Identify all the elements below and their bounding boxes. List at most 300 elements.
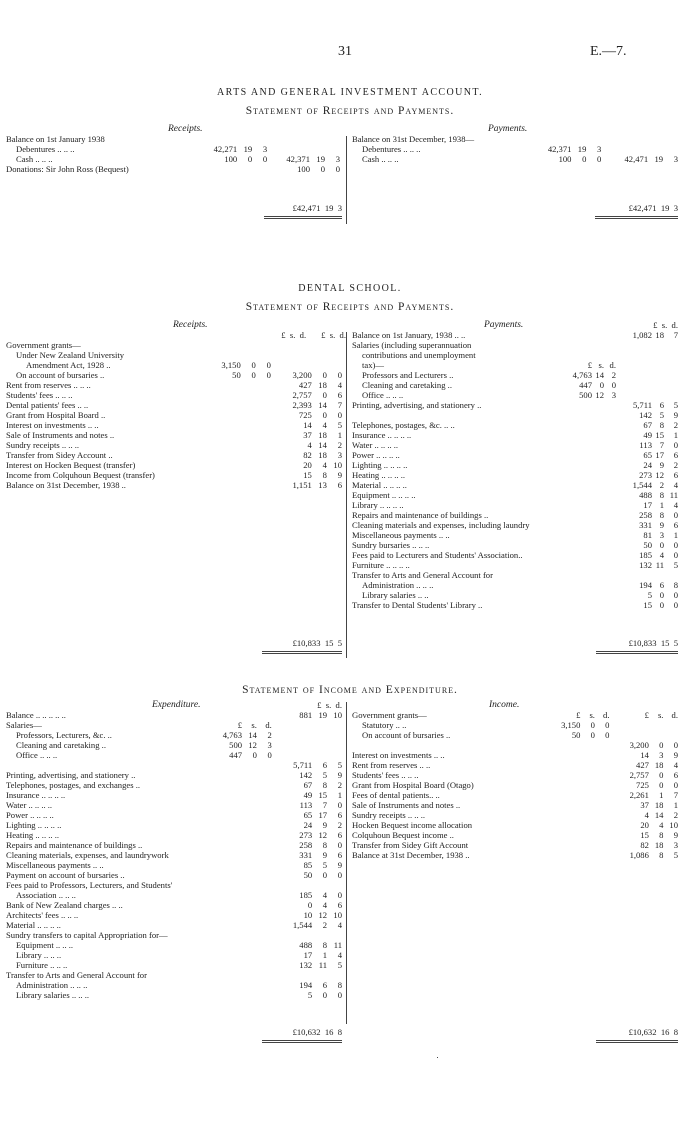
ledger-amount-a-pence: 0	[605, 720, 610, 730]
ledger-amount-b-pounds: 113	[299, 800, 313, 810]
ledger-amount-b-shillings	[312, 970, 327, 980]
section2-receipts-heading: Receipts.	[173, 320, 208, 330]
ledger-row	[6, 720, 342, 730]
ledger-amount-a-pounds	[558, 540, 592, 550]
ledger-amount-a-shillings	[592, 490, 604, 500]
ledger-amount-a-shillings	[241, 420, 256, 430]
ledger-label: Transfer from Sidey Gift Account	[352, 840, 469, 850]
ledger-amount-b-pounds: 49	[643, 430, 652, 440]
ledger-amount-b-pence: 4	[337, 950, 342, 960]
section3-income-total: £10,632 16 8	[628, 1027, 678, 1037]
ledger-amount-b-pence	[327, 970, 342, 980]
ledger-amount-b-pounds: 725	[636, 780, 649, 790]
ledger-amount-b-shillings: 0	[659, 770, 664, 780]
ledger-amount-b-pounds	[272, 730, 312, 740]
ledger-amount-a-pence	[257, 950, 272, 960]
section2-divider	[346, 332, 347, 658]
ledger-amount-b-pounds: 5,711	[632, 400, 652, 410]
ledger-amount-b-shillings: 18	[654, 800, 664, 810]
ledger-amount-b-shillings: 18	[655, 330, 664, 340]
ledger-amount-a-shillings: 0	[251, 360, 256, 370]
ledger-amount-a-shillings	[580, 850, 595, 860]
ledger-label: Grant from Hospital Board (Otago)	[352, 780, 474, 790]
ledger-amount-b-shillings: 7	[322, 800, 328, 810]
ledger-amount-a-pounds	[208, 970, 242, 980]
ledger-amount-b-pounds	[616, 380, 652, 390]
ledger-amount-b-shillings: 2	[322, 920, 328, 930]
ledger-row	[6, 430, 342, 440]
ledger-label: Transfer to Arts and General Account for	[352, 570, 493, 580]
ledger-amount-a-pence	[257, 760, 272, 770]
page-reference: E.—7.	[590, 44, 627, 59]
ledger-amount-a-pounds	[206, 470, 240, 480]
ledger-label: tax)—	[362, 360, 384, 370]
ledger-amount-a-pence: d.	[609, 360, 616, 370]
section3-expenditure-currency-header: £ s. d.	[317, 700, 342, 710]
ledger-amount-b-pounds: 17	[303, 950, 313, 960]
ledger-row	[6, 710, 342, 720]
ledger-amount-b-pence: 0	[337, 840, 342, 850]
ledger-amount-b-pence	[327, 730, 342, 740]
section1-payments-total: £42,471 19 3	[628, 203, 678, 213]
ledger-label: Balance on 1st January 1938	[6, 134, 105, 144]
ledger-amount-b-shillings	[310, 134, 325, 144]
ledger-amount-a-pence	[256, 460, 271, 470]
ledger-amount-b-pounds: 100	[297, 164, 310, 174]
ledger-amount-a-pence: 3	[596, 144, 602, 154]
ledger-amount-a-pence	[595, 770, 610, 780]
ledger-amount-b-shillings: 6	[322, 980, 328, 990]
ledger-amount-b-pounds: 82	[303, 450, 312, 460]
ledger-row	[352, 550, 678, 560]
ledger-amount-a-shillings	[241, 430, 256, 440]
ledger-amount-b-shillings	[312, 880, 327, 890]
ledger-amount-a-pounds	[206, 400, 240, 410]
ledger-amount-b-pence: 6	[337, 830, 342, 840]
ledger-amount-a-pence	[604, 570, 616, 580]
page-number: 31	[338, 44, 352, 59]
ledger-label: Bank of New Zealand charges .. ..	[6, 900, 123, 910]
ledger-amount-a-shillings	[242, 920, 257, 930]
ledger-amount-b-shillings: 1	[322, 950, 328, 960]
ledger-label	[352, 740, 543, 750]
section3-income-table	[352, 710, 678, 860]
ledger-row	[352, 490, 678, 500]
ledger-amount-a-pounds: 50	[571, 730, 581, 740]
ledger-amount-a-pounds	[208, 990, 242, 1000]
ledger-row	[6, 164, 340, 174]
ledger-amount-b-pounds	[272, 880, 312, 890]
ledger-amount-a-pence: 2	[611, 370, 616, 380]
ledger-amount-a-pounds	[558, 590, 592, 600]
ledger-label: Lighting .. .. .. ..	[352, 460, 408, 470]
section2-payments-currency-header: £ s. d.	[653, 320, 678, 330]
ledger-amount-a-shillings: 19	[577, 144, 587, 154]
ledger-amount-b-pounds: 15	[640, 830, 649, 840]
ledger-amount-b-shillings: 17	[655, 450, 664, 460]
ledger-amount-a-pence	[256, 420, 271, 430]
ledger-amount-b-pence: 2	[337, 440, 342, 450]
ledger-amount-b-shillings	[652, 390, 664, 400]
ledger-amount-b-pence	[327, 880, 342, 890]
section2-subtitle: Statement of Receipts and Payments.	[245, 301, 455, 313]
ledger-amount-b-shillings: 12	[318, 830, 328, 840]
ledger-amount-a-pounds: 500	[229, 740, 243, 750]
ledger-row	[6, 970, 342, 980]
ledger-amount-a-shillings	[592, 560, 604, 570]
ledger-amount-b-shillings: 14	[318, 440, 327, 450]
ledger-amount-b-pence	[327, 360, 342, 370]
ledger-amount-b-pence: 7	[673, 330, 678, 340]
ledger-label: Grant from Hospital Board ..	[6, 410, 106, 420]
ledger-amount-a-shillings: 14	[248, 730, 257, 740]
ledger-amount-b-pence: 4	[673, 500, 678, 510]
ledger-amount-a-pence	[257, 770, 272, 780]
ledger-amount-a-shillings	[242, 980, 257, 990]
ledger-label: Sale of Instruments and notes ..	[352, 800, 461, 810]
ledger-amount-a-pence	[257, 910, 272, 920]
ledger-amount-b-pence: 9	[337, 770, 342, 780]
ledger-amount-a-pounds	[558, 510, 592, 520]
ledger-amount-b-shillings	[648, 134, 663, 144]
ledger-amount-a-shillings	[242, 950, 257, 960]
ledger-amount-b-pence: 6	[337, 810, 342, 820]
ledger-amount-a-pounds	[208, 890, 242, 900]
ledger-amount-a-shillings	[237, 134, 252, 144]
ledger-amount-a-pence	[604, 550, 616, 560]
ledger-amount-a-pence	[604, 560, 616, 570]
ledger-row	[6, 360, 342, 370]
ledger-amount-a-pence	[256, 430, 271, 440]
ledger-amount-b-pounds: 3,200	[629, 740, 649, 750]
ledger-label: contributions and unemployment	[362, 350, 476, 360]
ledger-amount-b-pence: 6	[673, 470, 678, 480]
ledger-amount-b-pounds: 49	[303, 790, 313, 800]
ledger-amount-b-pounds: 65	[303, 810, 313, 820]
ledger-amount-b-pence: 5	[337, 760, 342, 770]
ledger-label: Cleaning materials, expenses, and laundrywork	[6, 850, 169, 860]
ledger-amount-b-shillings: 4	[659, 820, 664, 830]
ledger-amount-a-shillings: s.	[589, 710, 595, 720]
ledger-amount-a-pounds: £	[576, 710, 581, 720]
ledger-amount-a-pence	[586, 134, 601, 144]
ledger-amount-b-shillings	[648, 144, 663, 154]
ledger-amount-b-pounds	[601, 144, 648, 154]
ledger-amount-a-shillings	[580, 740, 595, 750]
section3-subtitle: Statement of Income and Expenditure.	[242, 684, 458, 696]
ledger-amount-a-shillings	[241, 450, 256, 460]
ledger-amount-b-pence	[327, 750, 342, 760]
ledger-amount-b-pence: 1	[673, 530, 678, 540]
ledger-row	[352, 510, 678, 520]
ledger-amount-b-pence: 0	[673, 510, 678, 520]
ledger-row	[6, 740, 342, 750]
ledger-amount-b-pounds	[616, 360, 652, 370]
ledger-amount-a-pounds	[208, 840, 242, 850]
ledger-amount-b-shillings: 13	[318, 480, 327, 490]
ledger-amount-a-pence	[595, 800, 610, 810]
ledger-label: On account of bursaries ..	[16, 370, 105, 380]
ledger-label: Government grants—	[6, 340, 81, 350]
ledger-row	[352, 470, 678, 480]
ledger-amount-b-pence: 0	[337, 890, 342, 900]
ledger-amount-a-shillings	[242, 770, 257, 780]
ledger-amount-a-pounds: 100	[224, 154, 238, 164]
ledger-amount-b-pounds: 42,471	[624, 154, 649, 164]
ledger-amount-a-shillings	[242, 930, 257, 940]
ledger-amount-a-shillings	[242, 870, 257, 880]
ledger-amount-b-shillings: 8	[322, 840, 328, 850]
ledger-amount-b-pence: 0	[337, 870, 342, 880]
ledger-amount-b-pence	[663, 730, 678, 740]
ledger-label: Balance on 1st January, 1938 .. ..	[352, 330, 466, 340]
ledger-amount-b-pounds	[272, 930, 312, 940]
ledger-amount-b-pence	[664, 340, 678, 350]
ledger-amount-b-pence	[664, 350, 678, 360]
ledger-amount-a-shillings	[242, 780, 257, 790]
ledger-amount-b-pounds: 85	[303, 860, 313, 870]
ledger-amount-b-pence: 9	[337, 470, 342, 480]
ledger-label: Library .. .. .. ..	[352, 500, 404, 510]
ledger-amount-b-shillings: 0	[659, 540, 664, 550]
ledger-amount-b-pence: 4	[337, 920, 342, 930]
ledger-label: Fees paid to Professors, Lecturers, and Students'	[6, 880, 173, 890]
ledger-row	[6, 900, 342, 910]
ledger-label: Balance on 31st December, 1938—	[352, 134, 475, 144]
ledger-amount-b-pounds	[272, 720, 312, 730]
ledger-amount-b-pounds	[601, 134, 648, 144]
ledger-label: Balance on 31st December, 1938 ..	[6, 480, 126, 490]
ledger-amount-b-pence	[327, 930, 342, 940]
ledger-amount-a-pounds: 3,150	[561, 720, 581, 730]
ledger-row	[6, 440, 342, 450]
ledger-amount-a-pounds	[543, 740, 580, 750]
ledger-row	[352, 600, 678, 610]
ledger-amount-a-shillings	[580, 770, 595, 780]
ledger-row	[352, 820, 678, 830]
ledger-amount-b-pence: 0	[673, 590, 678, 600]
ledger-label: Debentures .. .. ..	[16, 144, 75, 154]
ledger-row	[352, 770, 678, 780]
ledger-amount-a-pence	[257, 860, 272, 870]
ledger-amount-b-pounds: 15	[303, 470, 312, 480]
ledger-amount-a-shillings	[242, 760, 257, 770]
ledger-amount-a-pounds	[206, 420, 240, 430]
ledger-label: Government grants—	[352, 710, 427, 720]
ledger-amount-a-shillings	[592, 510, 604, 520]
ledger-label: Material .. .. .. ..	[6, 920, 61, 930]
ledger-amount-a-pence	[604, 520, 616, 530]
ledger-amount-b-pence: 9	[673, 410, 678, 420]
ledger-amount-a-pounds	[533, 134, 571, 144]
ledger-label: Statutory .. ..	[362, 720, 407, 730]
ledger-amount-a-pence: 3	[262, 144, 268, 154]
ledger-amount-a-pence	[256, 410, 271, 420]
ledger-amount-b-shillings: 17	[318, 810, 328, 820]
ledger-amount-a-pence: 0	[262, 154, 268, 164]
ledger-amount-b-shillings: 8	[659, 420, 664, 430]
section2-rule-right	[596, 651, 678, 654]
ledger-amount-a-shillings	[237, 164, 252, 174]
section3-rule-right	[596, 1040, 678, 1043]
ledger-amount-b-shillings: 0	[322, 870, 328, 880]
ledger-amount-b-pence: 7	[337, 400, 342, 410]
ledger-amount-b-shillings: 18	[318, 450, 327, 460]
ledger-row	[6, 760, 342, 770]
ledger-amount-a-shillings	[592, 440, 604, 450]
ledger-amount-b-shillings	[312, 750, 327, 760]
ledger-row	[352, 720, 678, 730]
ledger-row	[352, 560, 678, 570]
section2-receipts-total: £10,833 15 5	[292, 638, 342, 648]
ledger-amount-b-pounds	[271, 340, 312, 350]
section3-income-heading: Income.	[489, 700, 520, 710]
ledger-amount-a-shillings	[580, 810, 595, 820]
ledger-amount-b-pounds: 1,544	[292, 920, 313, 930]
ledger-amount-b-shillings: 2	[659, 480, 664, 490]
ledger-amount-a-pence	[256, 450, 271, 460]
ledger-amount-b-shillings: 0	[659, 740, 664, 750]
ledger-amount-a-pence	[256, 380, 271, 390]
ledger-amount-b-pence	[663, 144, 678, 154]
ledger-amount-a-pence	[256, 400, 271, 410]
ledger-amount-a-pence	[604, 470, 616, 480]
ledger-amount-a-shillings	[242, 820, 257, 830]
ledger-amount-a-shillings	[580, 780, 595, 790]
ledger-amount-b-pence: 1	[673, 430, 678, 440]
ledger-amount-b-shillings: 19	[316, 154, 325, 164]
ledger-amount-b-shillings	[652, 570, 664, 580]
ledger-amount-b-pence: 2	[673, 810, 678, 820]
ledger-amount-b-pence: 2	[673, 420, 678, 430]
ledger-amount-a-pence	[595, 760, 610, 770]
ledger-amount-a-pounds	[558, 450, 592, 460]
ledger-row	[6, 860, 342, 870]
ledger-amount-a-pence	[257, 850, 272, 860]
ledger-amount-a-shillings	[242, 800, 257, 810]
section1-receipts-table	[6, 134, 340, 174]
ledger-amount-b-pence: d.	[671, 710, 678, 720]
ledger-row	[6, 800, 342, 810]
section1-receipts-heading: Receipts.	[168, 124, 203, 134]
ledger-amount-b-pence: 11	[669, 490, 678, 500]
ledger-amount-b-shillings: 0	[320, 164, 325, 174]
ledger-label: Fees paid to Lecturers and Students' Association..	[352, 550, 523, 560]
ledger-amount-b-pounds: 488	[299, 940, 313, 950]
ledger-amount-a-pounds	[558, 560, 592, 570]
ledger-amount-a-pounds	[208, 770, 242, 780]
ledger-amount-b-pence: 3	[337, 450, 342, 460]
ledger-amount-b-pence: 11	[333, 940, 342, 950]
ledger-row	[6, 350, 342, 360]
ledger-label: Heating .. .. .. ..	[6, 830, 59, 840]
ledger-amount-a-pounds	[208, 960, 242, 970]
ledger-row	[6, 390, 342, 400]
ledger-amount-a-pounds	[558, 330, 592, 340]
ledger-amount-a-pounds	[206, 380, 240, 390]
ledger-row	[6, 910, 342, 920]
ledger-amount-a-pence	[604, 450, 616, 460]
ledger-label: Miscellaneous payments .. ..	[352, 530, 450, 540]
ledger-label: Furniture .. .. ..	[16, 960, 68, 970]
ledger-label: Sundry receipts .. .. ..	[352, 810, 426, 820]
ledger-amount-b-pounds: 881	[299, 710, 313, 720]
ledger-label: Sale of Instruments and notes ..	[6, 430, 115, 440]
ledger-amount-a-pence: 0	[267, 750, 272, 760]
ledger-amount-a-pounds	[558, 520, 592, 530]
ledger-row	[352, 450, 678, 460]
ledger-amount-b-shillings: 0	[659, 590, 664, 600]
ledger-amount-a-pence	[257, 960, 272, 970]
ledger-amount-b-shillings: 15	[655, 430, 664, 440]
ledger-label: Cleaning and caretaking ..	[16, 740, 106, 750]
ledger-amount-b-pence	[664, 570, 678, 580]
ledger-amount-b-pounds	[616, 340, 652, 350]
ledger-amount-b-shillings: 4	[322, 890, 328, 900]
ledger-amount-b-pence: 3	[335, 154, 340, 164]
ledger-amount-a-shillings	[242, 790, 257, 800]
ledger-amount-a-shillings	[592, 570, 604, 580]
ledger-label: Water .. .. .. ..	[6, 800, 53, 810]
ledger-amount-b-shillings	[312, 930, 327, 940]
ledger-amount-a-shillings	[571, 134, 586, 144]
ledger-amount-b-pounds: 14	[640, 750, 649, 760]
ledger-amount-a-pounds: £	[237, 720, 243, 730]
ledger-amount-a-shillings	[241, 440, 256, 450]
ledger-label: Under New Zealand University	[16, 350, 125, 360]
ledger-amount-a-pounds	[206, 460, 240, 470]
ledger-row	[352, 500, 678, 510]
ledger-amount-a-pence	[595, 750, 610, 760]
ledger-amount-a-shillings	[592, 430, 604, 440]
ledger-amount-a-shillings	[592, 340, 604, 350]
ledger-row	[6, 134, 340, 144]
ledger-amount-a-pounds	[208, 880, 242, 890]
ledger-amount-b-pounds: 488	[639, 490, 652, 500]
ledger-label: Amendment Act, 1928 ..	[26, 360, 111, 370]
ledger-amount-b-pounds: 42,371	[286, 154, 310, 164]
ledger-row	[6, 770, 342, 780]
ledger-amount-a-pounds	[543, 800, 580, 810]
ledger-row	[352, 540, 678, 550]
ledger-amount-b-pounds: 2,261	[629, 790, 649, 800]
ledger-label: Repairs and maintenance of buildings ..	[352, 510, 489, 520]
ledger-amount-b-shillings: 14	[654, 810, 664, 820]
ledger-row	[6, 920, 342, 930]
section3-expenditure-heading: Expenditure.	[152, 700, 201, 710]
ledger-amount-a-pounds	[208, 930, 242, 940]
ledger-label: Income from Colquhoun Bequest (transfer)	[6, 470, 155, 480]
ledger-row	[352, 440, 678, 450]
ledger-amount-b-pounds: 194	[299, 980, 313, 990]
ledger-amount-b-shillings: 12	[318, 910, 328, 920]
ledger-amount-b-shillings: 19	[654, 154, 664, 164]
ledger-amount-a-pence: 0	[266, 370, 271, 380]
ledger-amount-a-pounds	[208, 710, 242, 720]
ledger-amount-a-pounds	[208, 860, 242, 870]
ledger-amount-a-pounds	[543, 850, 580, 860]
ledger-amount-a-pounds	[206, 480, 240, 490]
ledger-amount-b-pounds: 5	[647, 590, 652, 600]
ledger-label: Fees of dental patients.. ..	[352, 790, 440, 800]
ledger-amount-b-pence: 0	[673, 780, 678, 790]
ledger-amount-a-pence	[257, 970, 272, 980]
ledger-label: Architects' fees .. .. ..	[6, 910, 79, 920]
ledger-row	[6, 960, 342, 970]
ledger-amount-b-pence: 0	[673, 740, 678, 750]
ledger-amount-b-shillings: 19	[318, 710, 328, 720]
ledger-amount-a-shillings	[241, 410, 256, 420]
